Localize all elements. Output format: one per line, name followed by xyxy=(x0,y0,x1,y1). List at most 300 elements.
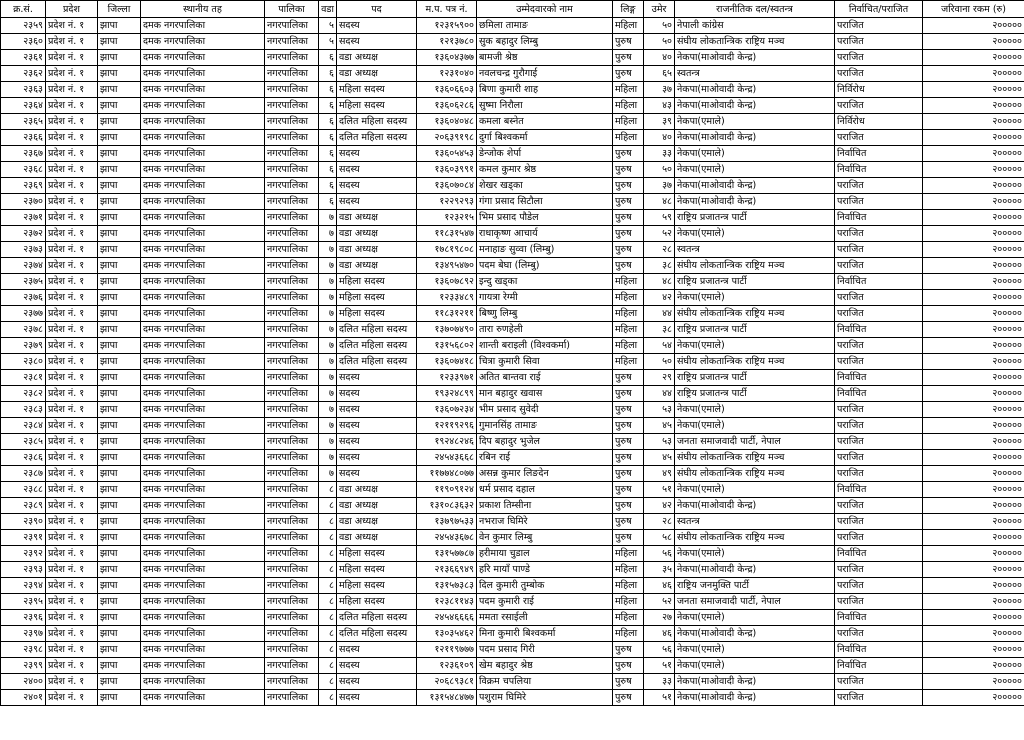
table-row xyxy=(1,274,1024,290)
cell-post: वडा अध्यक्ष xyxy=(337,258,417,274)
cell-local-level: दमक नगरपालिका xyxy=(141,210,265,226)
cell-age: ४० xyxy=(644,130,675,146)
cell-age: ५६ xyxy=(644,642,675,658)
cell-fine-amount: २००००० xyxy=(923,562,1024,578)
cell-result: पराजित xyxy=(835,434,923,450)
cell-district: झापा xyxy=(98,658,141,674)
cell-party: नेकपा(एमाले) xyxy=(675,226,835,242)
cell-candidate-name: अतित बान्तवा राई xyxy=(477,370,613,386)
cell-fine-amount: २००००० xyxy=(923,146,1024,162)
cell-post: सदस्य xyxy=(337,418,417,434)
cell-ward: ८ xyxy=(319,658,337,674)
cell-party: राष्ट्रिय प्रजातन्त्र पार्टी xyxy=(675,386,835,402)
cell-candidate-name: असन्न कुमार लिङदेन xyxy=(477,466,613,482)
cell-serial: २३७३ xyxy=(1,242,46,258)
cell-gender: महिला xyxy=(613,546,644,562)
cell-age: ५१ xyxy=(644,482,675,498)
cell-post: सदस्य xyxy=(337,178,417,194)
cell-local-level: दमक नगरपालिका xyxy=(141,306,265,322)
cell-result: निर्वाचित xyxy=(835,386,923,402)
table-row xyxy=(1,690,1024,706)
cell-age: ३८ xyxy=(644,258,675,274)
table-row xyxy=(1,130,1024,146)
cell-municipality-type: नगरपालिका xyxy=(265,578,319,594)
cell-ward: ८ xyxy=(319,642,337,658)
cell-district: झापा xyxy=(98,546,141,562)
cell-fine-amount: २००००० xyxy=(923,210,1024,226)
cell-post: वडा अध्यक्ष xyxy=(337,66,417,82)
cell-district: झापा xyxy=(98,306,141,322)
table-row xyxy=(1,642,1024,658)
cell-municipality-type: नगरपालिका xyxy=(265,226,319,242)
cell-result: निर्वाचित xyxy=(835,482,923,498)
cell-serial: २३६९ xyxy=(1,178,46,194)
cell-province: प्रदेश नं. १ xyxy=(46,594,98,610)
cell-serial: २३७५ xyxy=(1,274,46,290)
cell-ward: ५ xyxy=(319,34,337,50)
cell-age: ३५ xyxy=(644,562,675,578)
cell-province: प्रदेश नं. १ xyxy=(46,50,98,66)
table-row xyxy=(1,146,1024,162)
cell-voter-id: १२३८११४३ xyxy=(417,594,477,610)
cell-voter-id: १२३२१५ xyxy=(417,210,477,226)
cell-party: नेकपा(एमाले) xyxy=(675,418,835,434)
cell-fine-amount: २००००० xyxy=(923,386,1024,402)
cell-candidate-name: भीम प्रसाद सुवेदी xyxy=(477,402,613,418)
cell-voter-id: १३६०३९९१ xyxy=(417,162,477,178)
table-row xyxy=(1,162,1024,178)
cell-post: दलित महिला सदस्य xyxy=(337,354,417,370)
cell-party: नेकपा(माओवादी केन्द्र) xyxy=(675,562,835,578)
cell-province: प्रदेश नं. १ xyxy=(46,242,98,258)
cell-post: सदस्य xyxy=(337,642,417,658)
cell-fine-amount: २००००० xyxy=(923,50,1024,66)
cell-party: नेकपा(एमाले) xyxy=(675,114,835,130)
cell-age: ४८ xyxy=(644,194,675,210)
cell-ward: ७ xyxy=(319,466,337,482)
cell-district: झापा xyxy=(98,578,141,594)
cell-fine-amount: २००००० xyxy=(923,482,1024,498)
cell-ward: ७ xyxy=(319,290,337,306)
cell-candidate-name: पदम कुमारी राई xyxy=(477,594,613,610)
cell-gender: महिला xyxy=(613,562,644,578)
cell-result: पराजित xyxy=(835,66,923,82)
cell-age: ४८ xyxy=(644,274,675,290)
cell-fine-amount: २००००० xyxy=(923,514,1024,530)
cell-district: झापा xyxy=(98,18,141,34)
cell-serial: २३८८ xyxy=(1,482,46,498)
cell-serial: २३६८ xyxy=(1,162,46,178)
cell-age: २८ xyxy=(644,514,675,530)
cell-municipality-type: नगरपालिका xyxy=(265,66,319,82)
cell-voter-id: १३७०७४९० xyxy=(417,322,477,338)
cell-result: पराजित xyxy=(835,290,923,306)
table-row xyxy=(1,114,1024,130)
cell-district: झापा xyxy=(98,498,141,514)
table-row xyxy=(1,562,1024,578)
cell-party: नेकपा(माओवादी केन्द्र) xyxy=(675,50,835,66)
cell-serial: २३९६ xyxy=(1,610,46,626)
cell-age: ५० xyxy=(644,354,675,370)
cell-voter-id: १३६०७०८४ xyxy=(417,178,477,194)
cell-voter-id: १३१०८३६३२ xyxy=(417,498,477,514)
cell-district: झापा xyxy=(98,370,141,386)
cell-province: प्रदेश नं. १ xyxy=(46,658,98,674)
cell-fine-amount: २००००० xyxy=(923,82,1024,98)
cell-serial: २३६२ xyxy=(1,66,46,82)
cell-ward: ७ xyxy=(319,242,337,258)
cell-candidate-name: दिल कुमारी तुम्बोक xyxy=(477,578,613,594)
cell-ward: ६ xyxy=(319,162,337,178)
cell-result: पराजित xyxy=(835,226,923,242)
cell-serial: २३७८ xyxy=(1,322,46,338)
cell-candidate-name: पदम बेघा (लिम्बु) xyxy=(477,258,613,274)
cell-result: पराजित xyxy=(835,594,923,610)
cell-municipality-type: नगरपालिका xyxy=(265,610,319,626)
cell-voter-id: ११८३१५४७ xyxy=(417,226,477,242)
cell-voter-id: १९३२४८९९ xyxy=(417,386,477,402)
cell-party: नेकपा(माओवादी केन्द्र) xyxy=(675,498,835,514)
table-row xyxy=(1,226,1024,242)
cell-ward: ८ xyxy=(319,690,337,706)
table-row xyxy=(1,322,1024,338)
cell-result: निर्वाचित xyxy=(835,658,923,674)
cell-local-level: दमक नगरपालिका xyxy=(141,466,265,482)
header-cell-party: राजनीतिक दल/स्वतन्त्र xyxy=(675,1,835,18)
cell-serial: २३८१ xyxy=(1,370,46,386)
cell-voter-id: १९२४८२४६ xyxy=(417,434,477,450)
cell-age: ४० xyxy=(644,50,675,66)
cell-post: सदस्य xyxy=(337,402,417,418)
cell-post: सदस्य xyxy=(337,18,417,34)
cell-age: ३९ xyxy=(644,114,675,130)
cell-voter-id: १३६०७८९२ xyxy=(417,274,477,290)
cell-gender: पुरुष xyxy=(613,194,644,210)
cell-party: नेकपा(माओवादी केन्द्र) xyxy=(675,674,835,690)
cell-serial: २३९८ xyxy=(1,642,46,658)
table-row xyxy=(1,194,1024,210)
cell-post: महिला सदस्य xyxy=(337,594,417,610)
cell-district: झापा xyxy=(98,210,141,226)
header-cell-serial: क्र.सं. xyxy=(1,1,46,18)
cell-municipality-type: नगरपालिका xyxy=(265,146,319,162)
cell-result: पराजित xyxy=(835,498,923,514)
cell-result: पराजित xyxy=(835,306,923,322)
cell-local-level: दमक नगरपालिका xyxy=(141,114,265,130)
cell-district: झापा xyxy=(98,130,141,146)
cell-gender: पुरुष xyxy=(613,434,644,450)
cell-post: वडा अध्यक्ष xyxy=(337,210,417,226)
cell-gender: पुरुष xyxy=(613,242,644,258)
cell-age: ५३ xyxy=(644,434,675,450)
cell-fine-amount: २००००० xyxy=(923,402,1024,418)
cell-candidate-name: हरि मायाँ पाण्डे xyxy=(477,562,613,578)
cell-post: सदस्य xyxy=(337,370,417,386)
cell-ward: ७ xyxy=(319,258,337,274)
cell-province: प्रदेश नं. १ xyxy=(46,578,98,594)
cell-candidate-name: मनाहाङ सुव्वा (लिम्बु) xyxy=(477,242,613,258)
cell-candidate-name: सुष्मा निरौला xyxy=(477,98,613,114)
cell-fine-amount: २००००० xyxy=(923,178,1024,194)
cell-local-level: दमक नगरपालिका xyxy=(141,418,265,434)
cell-district: झापा xyxy=(98,642,141,658)
cell-province: प्रदेश नं. १ xyxy=(46,322,98,338)
table-row xyxy=(1,466,1024,482)
cell-district: झापा xyxy=(98,594,141,610)
cell-ward: ७ xyxy=(319,306,337,322)
cell-result: पराजित xyxy=(835,514,923,530)
cell-party: नेकपा(माओवादी केन्द्र) xyxy=(675,82,835,98)
cell-local-level: दमक नगरपालिका xyxy=(141,66,265,82)
cell-candidate-name: कमला बस्नेत xyxy=(477,114,613,130)
cell-result: निर्वाचित xyxy=(835,210,923,226)
cell-age: ५२ xyxy=(644,226,675,242)
cell-fine-amount: २००००० xyxy=(923,162,1024,178)
cell-ward: ८ xyxy=(319,562,337,578)
cell-candidate-name: कमल कुमार श्रेष्ठ xyxy=(477,162,613,178)
cell-province: प्रदेश नं. १ xyxy=(46,130,98,146)
cell-district: झापा xyxy=(98,418,141,434)
cell-party: नेपाली कांग्रेस xyxy=(675,18,835,34)
table-row xyxy=(1,98,1024,114)
header-cell-gender: लिङ्ग xyxy=(613,1,644,18)
cell-voter-id: २४५४६६६६ xyxy=(417,610,477,626)
cell-ward: ७ xyxy=(319,386,337,402)
cell-age: २९ xyxy=(644,370,675,386)
cell-post: सदस्य xyxy=(337,386,417,402)
cell-result: पराजित xyxy=(835,418,923,434)
cell-province: प्रदेश नं. १ xyxy=(46,466,98,482)
cell-ward: ६ xyxy=(319,130,337,146)
cell-age: ४४ xyxy=(644,386,675,402)
header-cell-result: निर्वाचित/पराजित xyxy=(835,1,923,18)
cell-municipality-type: नगरपालिका xyxy=(265,130,319,146)
cell-ward: ७ xyxy=(319,338,337,354)
cell-post: दलित महिला सदस्य xyxy=(337,610,417,626)
cell-gender: पुरुष xyxy=(613,178,644,194)
cell-candidate-name: विक्रम चपलिया xyxy=(477,674,613,690)
cell-district: झापा xyxy=(98,482,141,498)
cell-serial: २३८९ xyxy=(1,498,46,514)
cell-age: ५१ xyxy=(644,690,675,706)
cell-ward: ८ xyxy=(319,482,337,498)
cell-province: प्रदेश नं. १ xyxy=(46,690,98,706)
header-cell-candidate-name: उम्मेदवारको नाम xyxy=(477,1,613,18)
cell-district: झापा xyxy=(98,242,141,258)
cell-municipality-type: नगरपालिका xyxy=(265,482,319,498)
table-row xyxy=(1,482,1024,498)
cell-age: ५८ xyxy=(644,530,675,546)
cell-gender: महिला xyxy=(613,130,644,146)
cell-gender: महिला xyxy=(613,338,644,354)
cell-age: ५० xyxy=(644,18,675,34)
cell-age: ५१ xyxy=(644,658,675,674)
cell-gender: पुरुष xyxy=(613,642,644,658)
cell-serial: २३९० xyxy=(1,514,46,530)
cell-voter-id: १२३३९७१ xyxy=(417,370,477,386)
cell-candidate-name: ममता रसाईली xyxy=(477,610,613,626)
cell-age: ४६ xyxy=(644,578,675,594)
cell-post: वडा अध्यक्ष xyxy=(337,498,417,514)
cell-municipality-type: नगरपालिका xyxy=(265,642,319,658)
cell-result: पराजित xyxy=(835,690,923,706)
cell-district: झापा xyxy=(98,50,141,66)
cell-municipality-type: नगरपालिका xyxy=(265,370,319,386)
cell-fine-amount: २००००० xyxy=(923,626,1024,642)
header-cell-ward: वडा xyxy=(319,1,337,18)
cell-gender: पुरुष xyxy=(613,530,644,546)
cell-gender: पुरुष xyxy=(613,514,644,530)
cell-result: पराजित xyxy=(835,578,923,594)
cell-candidate-name: गंगा प्रसाद सिटौला xyxy=(477,194,613,210)
cell-voter-id: २१३६६९४९ xyxy=(417,562,477,578)
cell-municipality-type: नगरपालिका xyxy=(265,322,319,338)
cell-party: नेकपा(एमाले) xyxy=(675,290,835,306)
cell-ward: ७ xyxy=(319,418,337,434)
cell-post: वडा अध्यक्ष xyxy=(337,530,417,546)
cell-voter-id: २०६८९३८१ xyxy=(417,674,477,690)
cell-district: झापा xyxy=(98,226,141,242)
cell-party: राष्ट्रिय जनमुक्ति पार्टी xyxy=(675,578,835,594)
cell-post: सदस्य xyxy=(337,194,417,210)
cell-voter-id: १२३६१०९ xyxy=(417,658,477,674)
table-row xyxy=(1,594,1024,610)
cell-municipality-type: नगरपालिका xyxy=(265,162,319,178)
table-row xyxy=(1,306,1024,322)
table-body xyxy=(1,18,1024,706)
cell-candidate-name: हरीमाया चुडाल xyxy=(477,546,613,562)
cell-serial: २३७६ xyxy=(1,290,46,306)
cell-gender: पुरुष xyxy=(613,674,644,690)
cell-serial: २३८७ xyxy=(1,466,46,482)
cell-municipality-type: नगरपालिका xyxy=(265,194,319,210)
cell-province: प्रदेश नं. १ xyxy=(46,306,98,322)
cell-fine-amount: २००००० xyxy=(923,610,1024,626)
cell-municipality-type: नगरपालिका xyxy=(265,178,319,194)
cell-post: सदस्य xyxy=(337,146,417,162)
cell-age: ५९ xyxy=(644,210,675,226)
cell-serial: २३९४ xyxy=(1,578,46,594)
cell-province: प्रदेश नं. १ xyxy=(46,482,98,498)
cell-ward: ६ xyxy=(319,66,337,82)
cell-municipality-type: नगरपालिका xyxy=(265,530,319,546)
cell-candidate-name: गायत्रा रेग्मी xyxy=(477,290,613,306)
cell-gender: पुरुष xyxy=(613,66,644,82)
header-cell-voter-id: म.प. पत्र नं. xyxy=(417,1,477,18)
cell-post: सदस्य xyxy=(337,690,417,706)
cell-party: राष्ट्रिय प्रजातन्त्र पार्टी xyxy=(675,274,835,290)
cell-district: झापा xyxy=(98,194,141,210)
cell-province: प्रदेश नं. १ xyxy=(46,370,98,386)
cell-post: वडा अध्यक्ष xyxy=(337,242,417,258)
cell-party: नेकपा(एमाले) xyxy=(675,546,835,562)
cell-local-level: दमक नगरपालिका xyxy=(141,354,265,370)
cell-local-level: दमक नगरपालिका xyxy=(141,482,265,498)
cell-ward: ६ xyxy=(319,114,337,130)
table-row xyxy=(1,258,1024,274)
cell-party: नेकपा(एमाले) xyxy=(675,658,835,674)
cell-voter-id: १२२९२९३ xyxy=(417,194,477,210)
cell-local-level: दमक नगरपालिका xyxy=(141,402,265,418)
cell-municipality-type: नगरपालिका xyxy=(265,658,319,674)
cell-result: निर्वाचित xyxy=(835,370,923,386)
cell-party: नेकपा(एमाले) xyxy=(675,402,835,418)
cell-post: महिला सदस्य xyxy=(337,578,417,594)
cell-candidate-name: पदम प्रसाद गिरी xyxy=(477,642,613,658)
cell-serial: २३७१ xyxy=(1,210,46,226)
cell-post: वडा अध्यक्ष xyxy=(337,226,417,242)
cell-local-level: दमक नगरपालिका xyxy=(141,658,265,674)
cell-ward: ६ xyxy=(319,194,337,210)
cell-municipality-type: नगरपालिका xyxy=(265,306,319,322)
cell-ward: ७ xyxy=(319,210,337,226)
cell-post: महिला सदस्य xyxy=(337,290,417,306)
cell-party: नेकपा(एमाले) xyxy=(675,338,835,354)
cell-gender: पुरुष xyxy=(613,162,644,178)
cell-serial: २३७२ xyxy=(1,226,46,242)
cell-serial: २३८२ xyxy=(1,386,46,402)
cell-result: पराजित xyxy=(835,530,923,546)
cell-municipality-type: नगरपालिका xyxy=(265,434,319,450)
cell-fine-amount: २००००० xyxy=(923,226,1024,242)
cell-municipality-type: नगरपालिका xyxy=(265,338,319,354)
table-row xyxy=(1,434,1024,450)
cell-gender: महिला xyxy=(613,98,644,114)
cell-local-level: दमक नगरपालिका xyxy=(141,162,265,178)
cell-gender: महिला xyxy=(613,290,644,306)
cell-party: संघीय लोकतान्त्रिक राष्ट्रिय मञ्च xyxy=(675,354,835,370)
cell-gender: महिला xyxy=(613,274,644,290)
cell-voter-id: २०६३९१९८ xyxy=(417,130,477,146)
cell-age: ५२ xyxy=(644,594,675,610)
cell-province: प्रदेश नं. १ xyxy=(46,402,98,418)
cell-local-level: दमक नगरपालिका xyxy=(141,562,265,578)
cell-voter-id: १२११९७७७ xyxy=(417,642,477,658)
cell-serial: २३९३ xyxy=(1,562,46,578)
cell-municipality-type: नगरपालिका xyxy=(265,418,319,434)
cell-post: सदस्य xyxy=(337,658,417,674)
cell-ward: ८ xyxy=(319,546,337,562)
cell-party: नेकपा(एमाले) xyxy=(675,610,835,626)
cell-gender: महिला xyxy=(613,626,644,642)
cell-province: प्रदेश नं. १ xyxy=(46,82,98,98)
cell-gender: महिला xyxy=(613,610,644,626)
cell-party: नेकपा(एमाले) xyxy=(675,162,835,178)
cell-municipality-type: नगरपालिका xyxy=(265,18,319,34)
cell-district: झापा xyxy=(98,402,141,418)
cell-municipality-type: नगरपालिका xyxy=(265,258,319,274)
cell-post: वडा अध्यक्ष xyxy=(337,514,417,530)
cell-post: सदस्य xyxy=(337,434,417,450)
cell-result: पराजित xyxy=(835,18,923,34)
cell-municipality-type: नगरपालिका xyxy=(265,498,319,514)
cell-post: दलित महिला सदस्य xyxy=(337,130,417,146)
cell-serial: २३६६ xyxy=(1,130,46,146)
cell-candidate-name: मिना कुमारी बिश्वकर्मा xyxy=(477,626,613,642)
cell-voter-id: १७८१९८०८ xyxy=(417,242,477,258)
cell-ward: ८ xyxy=(319,498,337,514)
cell-serial: २४०१ xyxy=(1,690,46,706)
cell-local-level: दमक नगरपालिका xyxy=(141,530,265,546)
cell-local-level: दमक नगरपालिका xyxy=(141,498,265,514)
cell-gender: पुरुष xyxy=(613,498,644,514)
cell-district: झापा xyxy=(98,626,141,642)
cell-age: ३३ xyxy=(644,146,675,162)
cell-local-level: दमक नगरपालिका xyxy=(141,258,265,274)
cell-gender: महिला xyxy=(613,18,644,34)
cell-fine-amount: २००००० xyxy=(923,130,1024,146)
table-row xyxy=(1,354,1024,370)
